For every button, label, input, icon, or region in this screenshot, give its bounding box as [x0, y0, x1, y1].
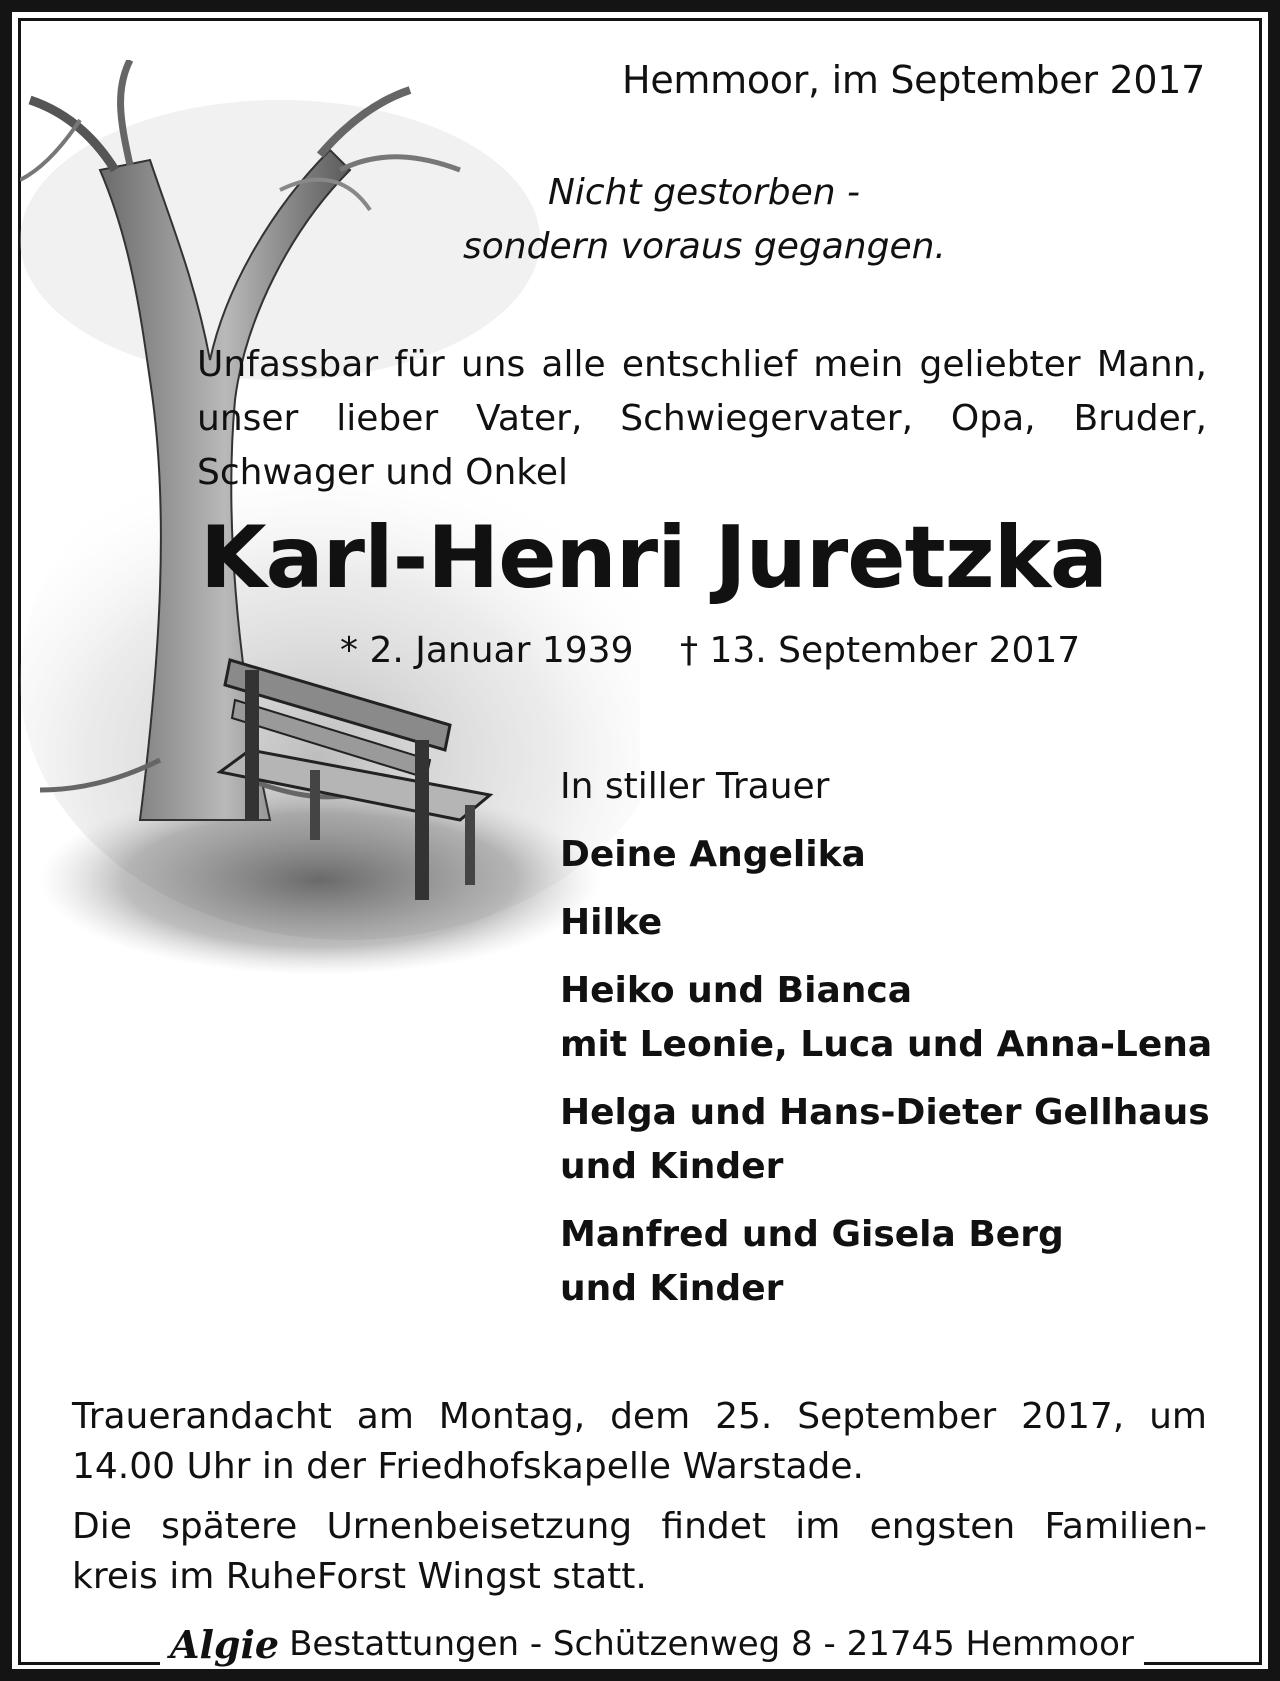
- intro-text: [197, 338, 1207, 500]
- service-paragraph: [72, 1392, 1207, 1492]
- service-info: [72, 1392, 1207, 1612]
- deceased-name: Karl-Henri Juretzka: [200, 508, 1107, 608]
- mourner-line: Deine Angelika: [560, 834, 866, 875]
- funeral-home-address: Bestattungen - Schützenweg 8 - 21745 Hemmoor: [289, 1624, 1134, 1664]
- mourner-group: [560, 964, 1220, 1072]
- birth-date: * 2. Januar 1939: [340, 630, 634, 671]
- motto-line-1: Nicht gestorben -: [548, 172, 861, 213]
- mourner-group: [560, 1208, 1220, 1316]
- funeral-home-logo: Algie: [170, 1621, 280, 1667]
- burial-line: kreis im RuheForst Wingst statt.: [72, 1556, 647, 1597]
- mourner-line: Hilke: [560, 902, 663, 943]
- intro-line-3: Schwager und Onkel: [197, 452, 569, 493]
- service-line: Trauerandacht am Montag, dem 25. September 2017, um: [72, 1396, 1207, 1437]
- mourner-line: mit Leonie, Luca und Anna-Lena: [560, 1024, 1213, 1065]
- mourner-group: [560, 896, 1220, 950]
- burial-paragraph: [72, 1502, 1207, 1602]
- mourner-line: Helga und Hans-Dieter Gellhaus: [560, 1092, 1210, 1133]
- mourner-line: Manfred und Gisela Berg: [560, 1214, 1064, 1255]
- mourners-intro: In stiller Trauer: [560, 766, 830, 807]
- service-line: 14.00 Uhr in der Friedhofskapelle Warstade.: [72, 1446, 864, 1487]
- death-date: † 13. September 2017: [680, 630, 1081, 671]
- mourner-line: und Kinder: [560, 1146, 784, 1187]
- mourner-group: [560, 828, 1220, 882]
- intro-line-1: Unfassbar für uns alle entschlief mein geliebter Mann,: [197, 344, 1207, 385]
- mourner-line: Heiko und Bianca: [560, 970, 913, 1011]
- place-date: Hemmoor, im September 2017: [622, 58, 1205, 102]
- intro-line-2: unser lieber Vater, Schwiegervater, Opa, Bruder,: [197, 398, 1207, 439]
- motto-line-2: sondern voraus gegangen.: [463, 226, 946, 267]
- mourner-line: und Kinder: [560, 1268, 784, 1309]
- mourners-list: [560, 760, 1220, 1330]
- mourner-group: [560, 1086, 1220, 1194]
- funeral-home-footer: [160, 1620, 1144, 1668]
- burial-line: Die spätere Urnenbeisetzung findet im engsten Familien-: [72, 1506, 1207, 1547]
